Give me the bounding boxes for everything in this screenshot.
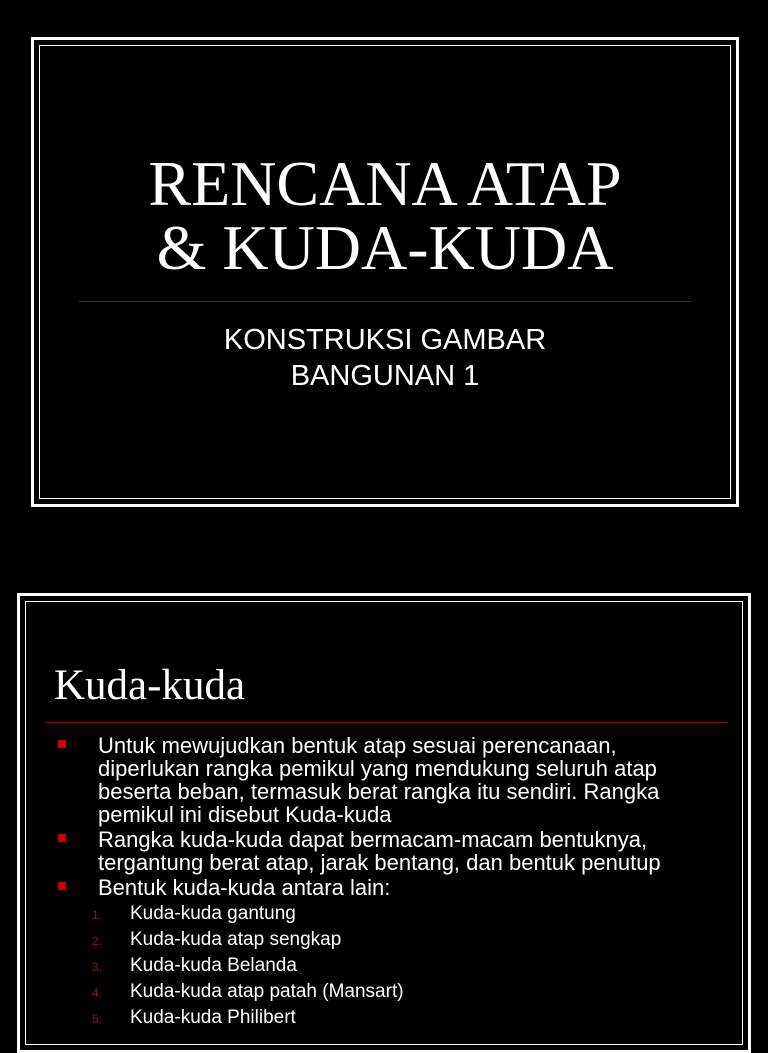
slide-title <box>34 148 736 283</box>
list-number: 1. <box>92 908 103 922</box>
slide-title-line-2: & KUDA-KUDA <box>156 212 614 283</box>
bullet-text: Untuk mewujudkan bentuk atap sesuai perencanaan, diperlukan rangka pemikul yang mendukung seluruh atap beserta beban, termasuk berat rangka itu sendiri. Rangka pemikul ini disebut Kuda-kuda <box>98 733 660 827</box>
list-number: 4. <box>92 986 103 1000</box>
slide-subtitle-line-2: BANGUNAN 1 <box>290 360 480 392</box>
bullet-item <box>20 828 718 874</box>
list-number: 5. <box>92 1012 103 1026</box>
title-slide <box>31 37 739 507</box>
list-number: 2. <box>92 934 103 948</box>
square-bullet-icon <box>58 834 66 842</box>
numbered-sub-list <box>20 901 718 1031</box>
bullet-list <box>20 734 718 901</box>
content-slide <box>17 593 751 1053</box>
bullet-item <box>20 876 718 899</box>
bullet-item <box>20 734 718 826</box>
slide-subtitle-line-1: KONSTRUKSI GAMBAR <box>223 324 547 356</box>
slide-title-line-1: RENCANA ATAP <box>148 148 622 219</box>
sub-list-text: Kuda-kuda Belanda <box>130 955 297 976</box>
title-divider <box>79 301 691 302</box>
slide-subtitle <box>34 322 736 394</box>
sub-list-text: Kuda-kuda gantung <box>130 903 296 924</box>
slide-heading: Kuda-kuda <box>54 662 246 709</box>
sub-list-item <box>20 1005 718 1031</box>
bullet-text: Rangka kuda-kuda dapat bermacam-macam bentuknya, tergantung berat atap, jarak bentang, dan bentuk penutup <box>98 827 661 875</box>
sub-list-text: Kuda-kuda atap patah (Mansart) <box>130 981 404 1002</box>
sub-list-item <box>20 901 718 927</box>
square-bullet-icon <box>58 740 66 748</box>
square-bullet-icon <box>58 882 66 890</box>
list-number: 3. <box>92 960 103 974</box>
heading-divider <box>46 722 728 723</box>
sub-list-text: Kuda-kuda Philibert <box>130 1007 296 1028</box>
bullet-text: Bentuk kuda-kuda antara lain: <box>98 875 391 900</box>
sub-list-item <box>20 979 718 1005</box>
sub-list-item <box>20 953 718 979</box>
sub-list-text: Kuda-kuda atap sengkap <box>130 929 342 950</box>
sub-list-item <box>20 927 718 953</box>
